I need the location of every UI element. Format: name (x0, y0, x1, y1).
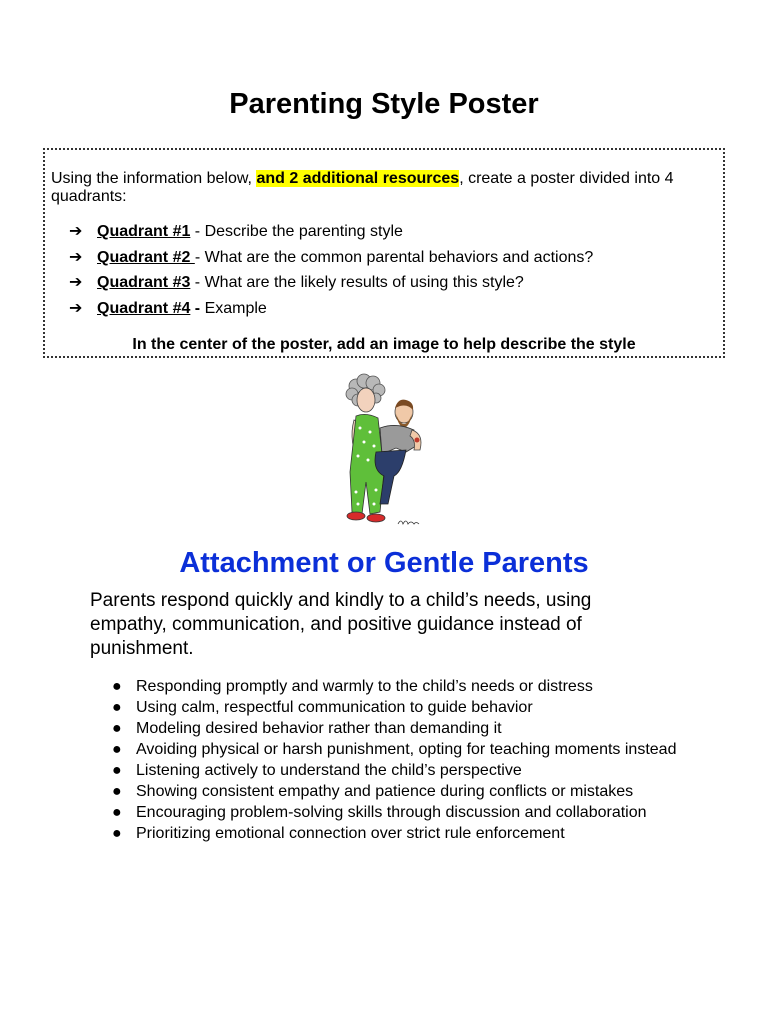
behavior-text: Showing consistent empathy and patience during conflicts or mistakes (136, 783, 634, 800)
behavior-text: Listening actively to understand the child’s perspective (136, 762, 522, 779)
arrow-right-icon: ➔ (69, 248, 83, 266)
arrow-right-icon: ➔ (69, 223, 83, 240)
quadrant-separator: - (190, 299, 205, 317)
quadrant-text: What are the likely results of using this style? (204, 274, 524, 291)
behavior-list (112, 676, 692, 844)
quadrant-text: Example (204, 299, 267, 317)
quadrant-list (69, 222, 593, 324)
behavior-text: Prioritizing emotional connection over strict rule enforcement (136, 825, 565, 842)
grey-shirt (380, 425, 416, 454)
bullet-icon: ● (112, 762, 122, 779)
quadrant-label: Quadrant #2 (97, 248, 195, 266)
bullet-icon: ● (112, 720, 122, 737)
bullet-icon: ● (112, 678, 122, 695)
section-heading: Attachment or Gentle Parents (179, 547, 589, 579)
behavior-item (112, 760, 692, 781)
instructions-intro (51, 170, 723, 206)
parents-embracing-illustration (336, 372, 426, 534)
arrow-right-icon: ➔ (69, 274, 83, 291)
quadrant-label: Quadrant #1 (97, 223, 191, 240)
behavior-item (112, 718, 692, 739)
quadrant-label: Quadrant #4 (97, 299, 191, 317)
quadrant-label: Quadrant #3 (97, 274, 191, 291)
behavior-item (112, 676, 692, 697)
bullet-icon: ● (112, 741, 122, 758)
behavior-item (112, 802, 692, 823)
quadrant-item-1 (69, 222, 593, 248)
bullet-icon: ● (112, 783, 122, 800)
behavior-text: Using calm, respectful communication to guide behavior (136, 699, 533, 716)
quadrant-text: Describe the parenting style (204, 223, 403, 240)
bullet-icon: ● (112, 825, 122, 842)
behavior-text: Responding promptly and warmly to the child’s needs or distress (136, 678, 593, 695)
arrow-right-icon: ➔ (69, 299, 83, 317)
sneaker-right (367, 514, 385, 522)
quadrant-separator: - (190, 223, 205, 240)
quadrant-item-3 (69, 273, 593, 299)
instructions-box (43, 148, 725, 358)
behavior-item (112, 697, 692, 718)
bullet-icon: ● (112, 699, 122, 716)
behavior-text: Encouraging problem-solving skills through discussion and collaboration (136, 804, 647, 821)
highlighted-requirement: and 2 additional resources (256, 170, 460, 187)
quadrant-separator: - (190, 274, 205, 291)
quadrant-text: What are the common parental behaviors and actions? (204, 248, 594, 266)
tattoo (415, 438, 420, 443)
artist-signature (398, 521, 419, 524)
behavior-item (112, 781, 692, 802)
intro-text-end: , create a poster divided into 4 quadrants: (51, 170, 674, 205)
behavior-text: Modeling desired behavior rather than demanding it (136, 720, 502, 737)
intro-text-start: Using the information below, (51, 170, 257, 187)
page-title: Parenting Style Poster (229, 88, 539, 120)
woman-face (357, 388, 375, 412)
behavior-item (112, 739, 692, 760)
quadrant-separator: - (194, 248, 205, 266)
sneaker-left (347, 512, 365, 520)
bullet-icon: ● (112, 804, 122, 821)
behavior-text: Avoiding physical or harsh punishment, opting for teaching moments instead (136, 741, 677, 758)
quadrant-item-4 (69, 299, 593, 325)
center-image-note: In the center of the poster, add an image to help describe the style (132, 336, 636, 353)
quadrant-item-2 (69, 248, 593, 274)
behavior-item (112, 823, 692, 844)
style-definition: Parents respond quickly and kindly to a child’s needs, using empathy, communication, and positive guidance instead of punishment. (90, 590, 592, 659)
